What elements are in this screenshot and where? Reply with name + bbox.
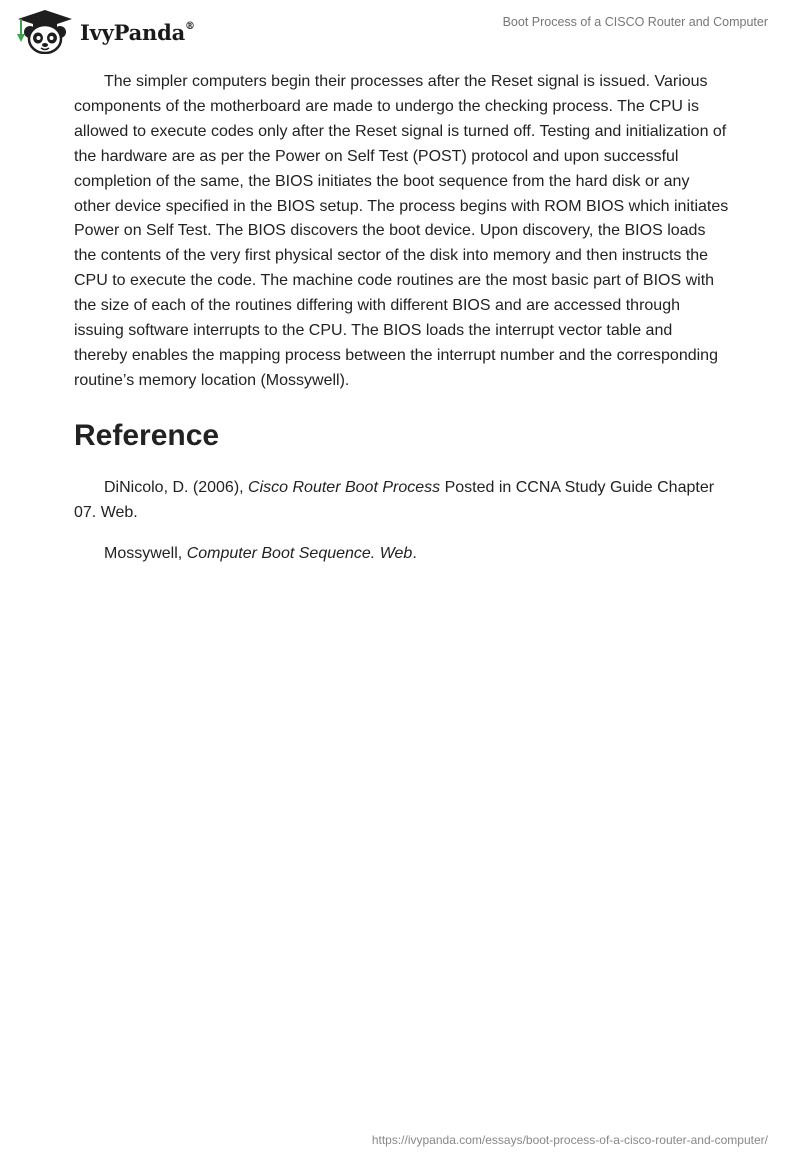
reference-list	[74, 476, 730, 567]
reference-heading: Reference	[74, 418, 220, 452]
registered-mark: ®	[185, 20, 195, 32]
page-header	[0, 0, 800, 60]
footer-url[interactable]: https://ivypanda.com/essays/boot-process-of-a-cisco-router-and-computer/	[371, 1133, 768, 1147]
ivypanda-logo[interactable]	[14, 8, 195, 54]
essay-content	[74, 70, 730, 583]
panda-graduate-icon	[14, 8, 76, 54]
reference-author: DiNicolo, D. (2006),	[104, 478, 249, 496]
brand-name: IvyPanda®	[80, 19, 195, 45]
reference-source: .	[412, 544, 417, 562]
document-title: Boot Process of a CISCO Router and Computer	[502, 15, 768, 29]
reference-item-mossywell	[74, 542, 730, 567]
body-paragraph: The simpler computers begin their processes after the Reset signal is issued. Various components of the motherboard are made to undergo the checking process. The CPU is allowed to execute codes only after the Reset signal is turned off. Testing and initialization of the hardware are as per the Power on Self Test (POST) protocol and upon successful completion of the same, the BIOS initiates the boot sequence from the hard disk or any other device specified in the BIOS setup. The process begins with ROM BIOS which initiates Power on Self Test. The BIOS discovers the boot device. Upon discovery, the BIOS loads the contents of the very first physical sector of the disk into memory and then instructs the CPU to execute the code. The machine code routines are the most basic part of BIOS with the size of each of the routines differing with different BIOS and are accessed through issuing software interrupts to the CPU. The BIOS loads the interrupt vector table and thereby enables the mapping process between the interrupt number and the corresponding routine’s memory location (Mossywell).	[74, 73, 729, 389]
reference-title: Cisco Router Boot Process	[248, 478, 441, 496]
reference-item-dinicolo	[74, 476, 730, 526]
reference-author: Mossywell,	[104, 544, 187, 562]
reference-title: Computer Boot Sequence. Web	[186, 544, 413, 562]
reference-source: Posted in CCNA Study Guide Chapter 07. Web.	[74, 478, 715, 521]
